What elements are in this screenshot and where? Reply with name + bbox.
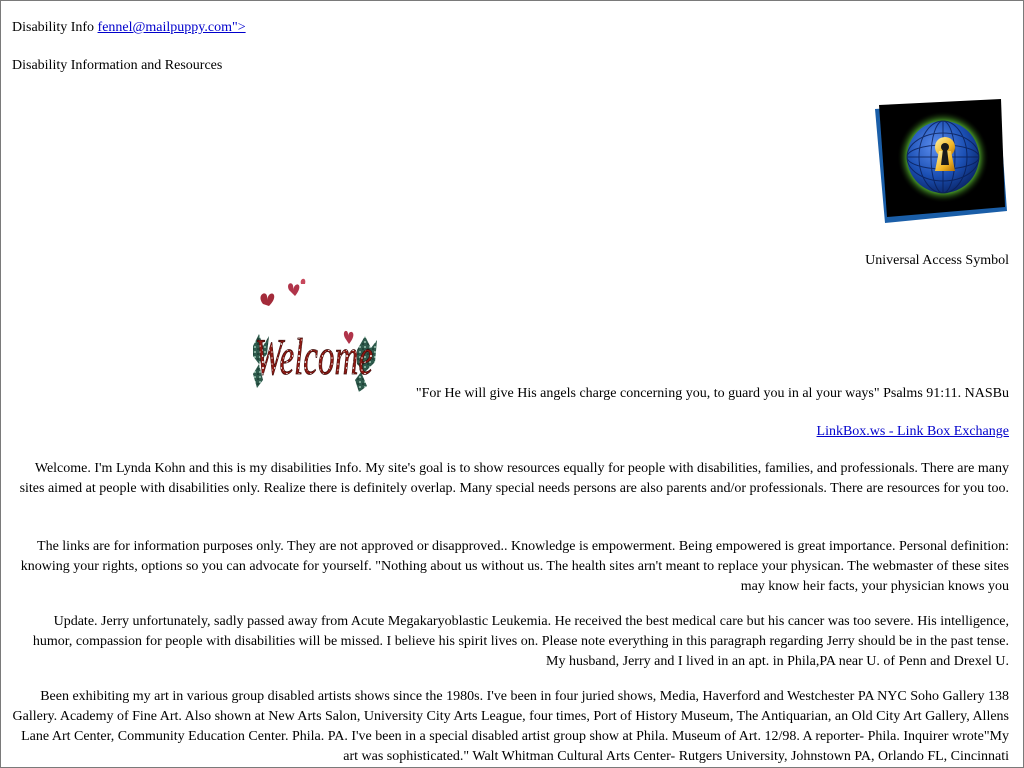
update-paragraph: Update. Jerry unfortunately, sadly passed away from Acute Megakaryoblastic Leukemia. He received the best medical care but his cancer was too severe. His intelligence, humor, compassion for people with disabilities will be missed. I believe his spirit lives on. Please note everything in this paragraph regarding Jerry should be in the past tense. My husband, Jerry and I lived in an apt. in Phila,PA near U. of Penn and Drexel U. xyxy=(32,614,1009,669)
welcome-text: Welcome xyxy=(255,329,373,386)
intro-paragraph: Welcome. I'm Lynda Kohn and this is my disabilities Info. My site's goal is to show resources equally for people with disabilities, families, and professionals. There are many sites aimed at people with disabilities only. Realize there is definitely overlap. Many special needs persons are also parents and/or professionals. There are resources for you too. xyxy=(19,461,1009,496)
site-label: Disability Info xyxy=(12,20,95,35)
welcome-image xyxy=(249,276,379,398)
art-paragraph: Been exhibiting my art in various group disabled artists shows since the 1980s. I've been in four juried shows, Media, Haverford and Westchester PA NYC Soho Gallery 138 Gallery. Academy of Fine Art. Also shown at New Arts Salon, University City Arts League, four times, Port of History Museum, The Antiquarian, an Old City Art Gallery, Allens Lane Art Center, Community Education Center. Phila. PA. I've been in a special disabled artist group show at Phila. Museum of Art. 12/98. A reporter- Phila. Inquirer wrote"My art was sophisticated." Walt Whitman Cultural Arts Center- Rutgers University, Johnstown PA, Orlando FL, Cincinnati xyxy=(12,689,1009,764)
header-line xyxy=(12,19,246,37)
universal-access-logo xyxy=(869,99,1009,224)
web-page xyxy=(1,1,1023,767)
page-subtitle: Disability Information and Resources xyxy=(12,58,223,73)
welcome-graphic xyxy=(249,276,379,398)
logo-caption: Universal Access Symbol xyxy=(865,253,1009,268)
linkbox-link[interactable]: LinkBox.ws - Link Box Exchange xyxy=(816,424,1009,439)
bible-verse: "For He will give His angels charge concerning you, to guard you in al your ways" Psalms 91:11. NASBu xyxy=(415,386,1009,401)
email-link[interactable]: fennel@mailpuppy.com"> xyxy=(97,20,246,35)
disclaimer-paragraph: The links are for information purposes only. They are not approved or disapproved.. Knowledge is empowerment. Being empowered is great importance. Personal definition: knowing your rights, options so you can advocate for yourself. "Nothing about us without us. The health sites arn't meant to replace your physican. The webmaster of these sites may know heir facts, your physician knows you xyxy=(20,539,1009,594)
keyhole-globe-icon xyxy=(869,99,1009,224)
